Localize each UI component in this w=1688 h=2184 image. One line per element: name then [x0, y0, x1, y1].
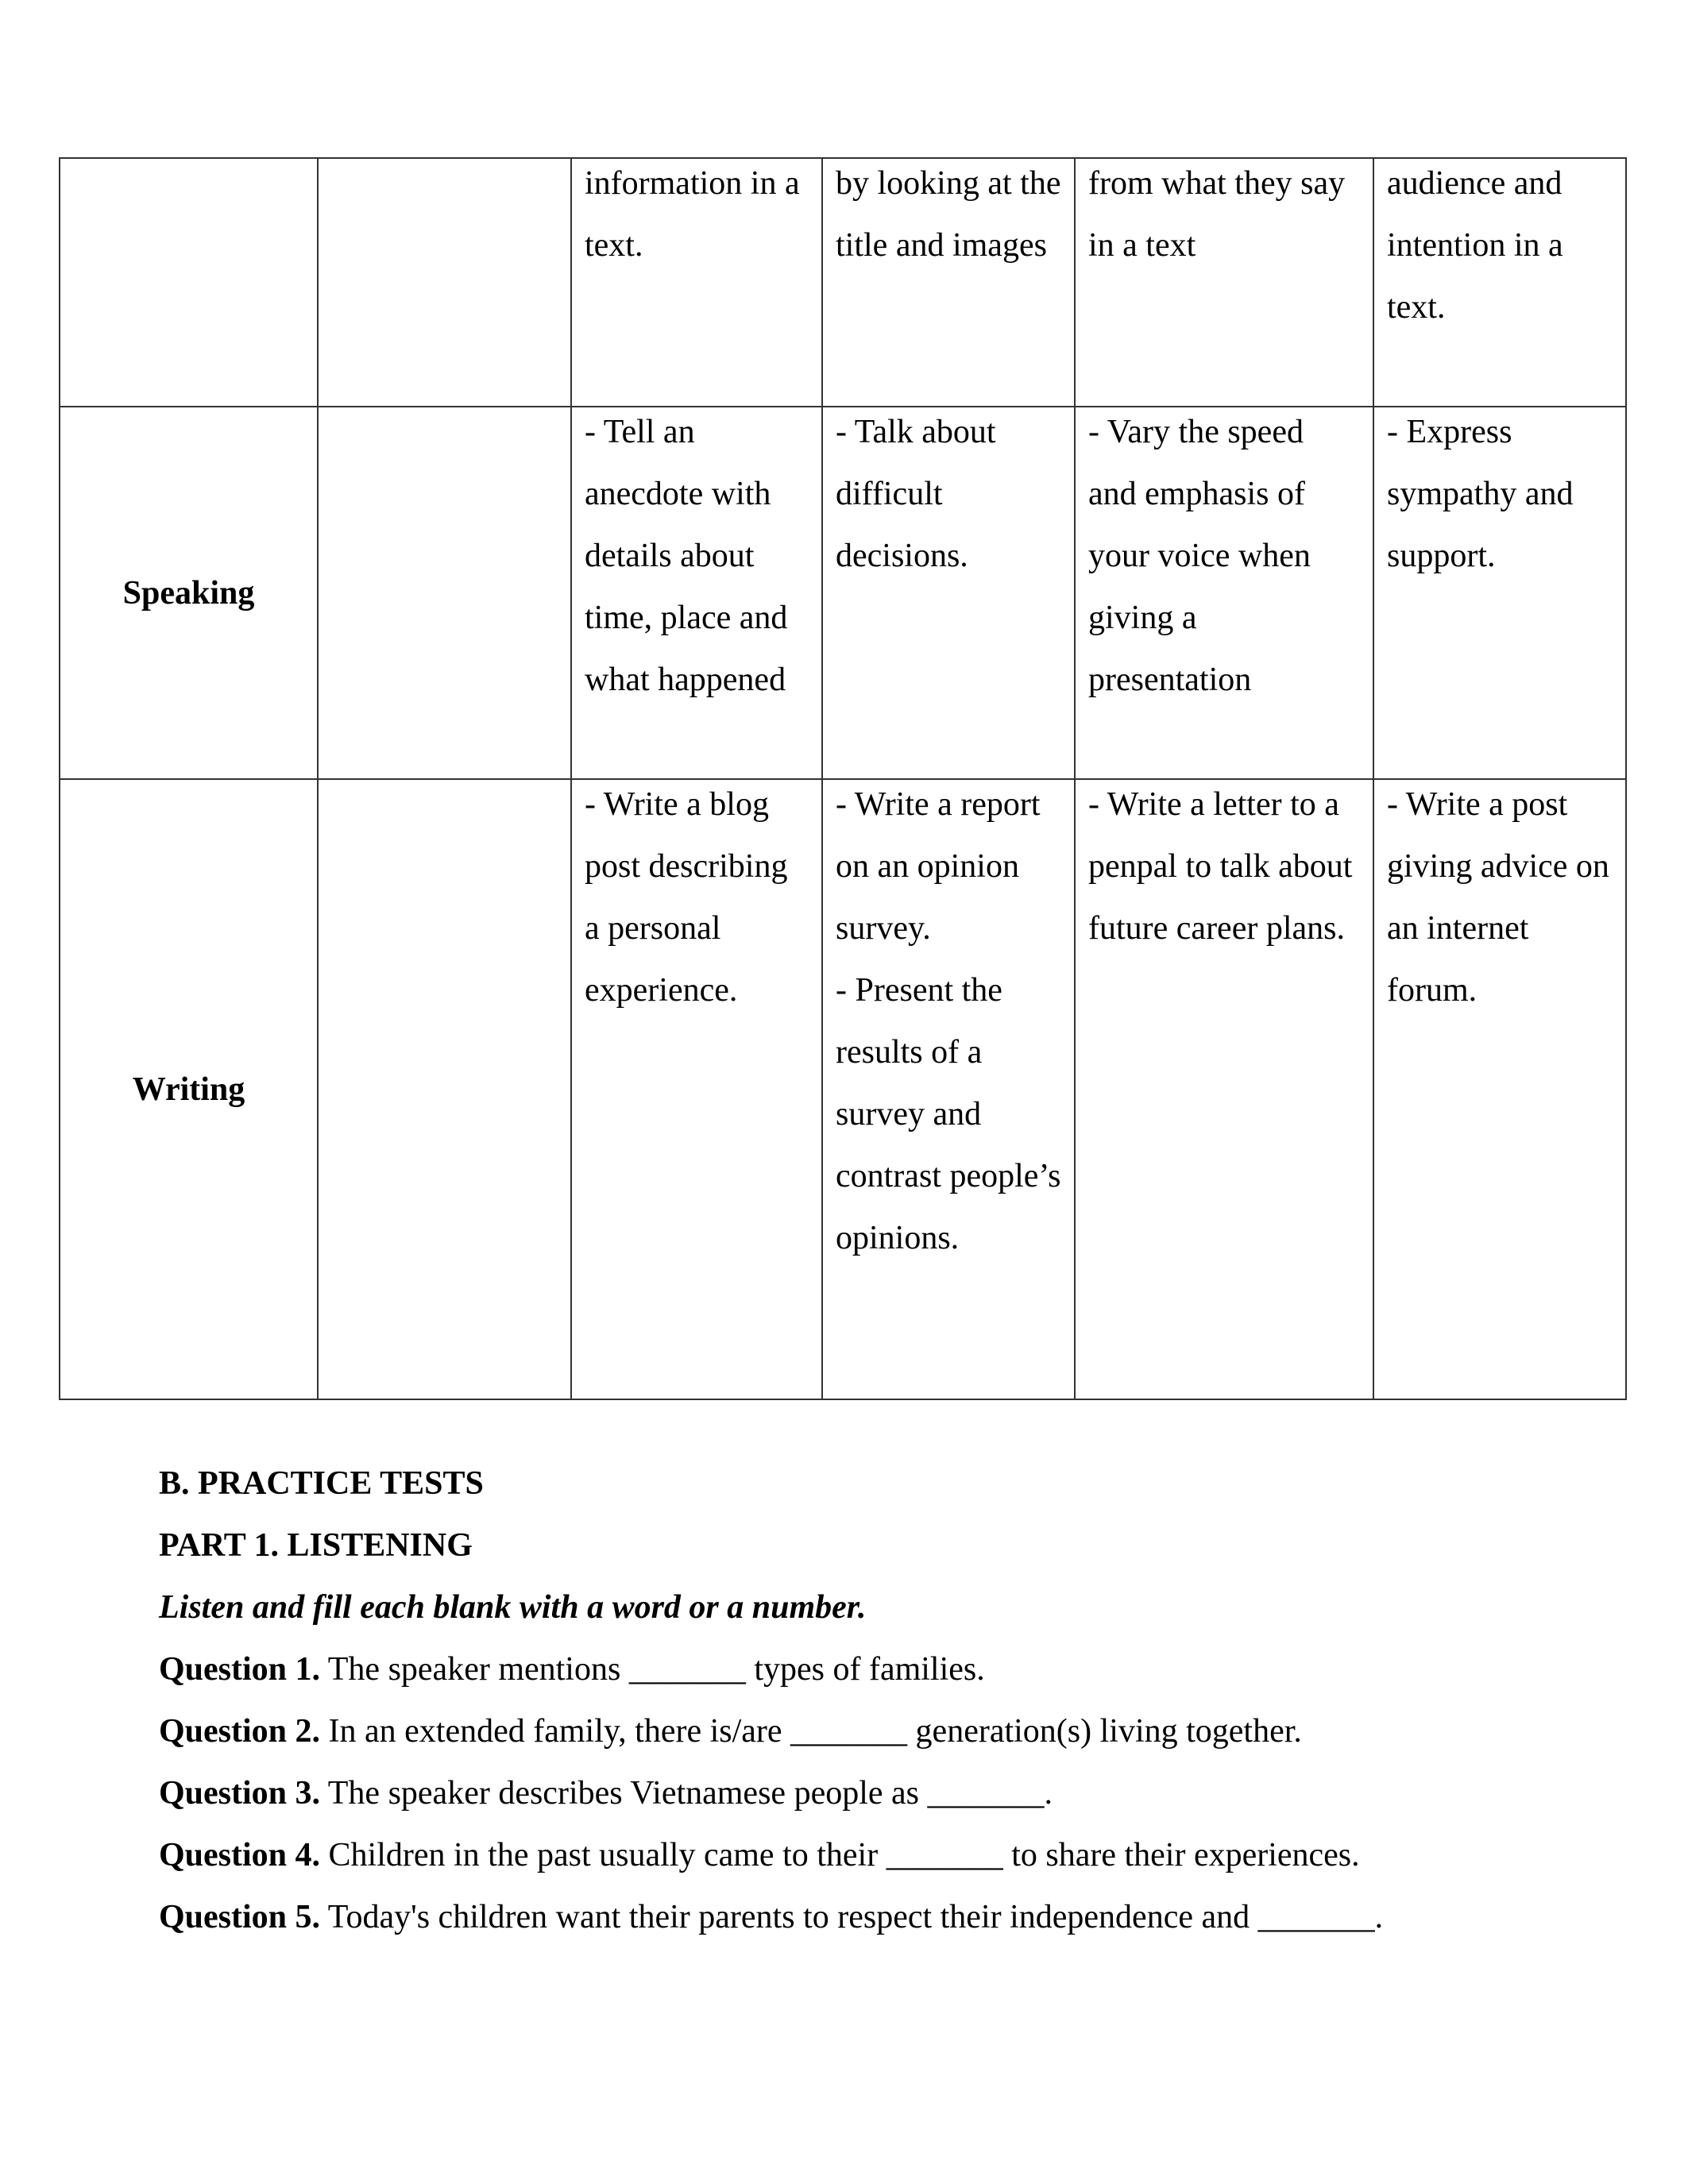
row-label-writing: Writing: [60, 779, 318, 1399]
table-cell: [318, 779, 571, 1399]
table-cell: audience and intention in a text.: [1373, 158, 1626, 407]
table-cell: information in a text.: [571, 158, 822, 407]
question-label: Question 1.: [159, 1651, 321, 1688]
table-cell: - Write a post giving advice on an internet forum.: [1373, 779, 1626, 1399]
question-label: Question 2.: [159, 1713, 321, 1750]
question-text: The speaker mentions _______ types of families.: [320, 1651, 985, 1688]
question-text: The speaker describes Vietnamese people as _______.: [320, 1775, 1053, 1812]
practice-tests-section: [159, 1453, 1383, 1948]
question-label: Question 5.: [159, 1899, 321, 1935]
part-heading: PART 1. LISTENING: [159, 1527, 473, 1564]
question-5: [159, 1886, 1383, 1948]
row-label-speaking: Speaking: [60, 407, 318, 779]
table-cell: [318, 407, 571, 779]
question-label: Question 3.: [159, 1775, 321, 1812]
table-cell: - Write a blog post describing a personal experience.: [571, 779, 822, 1399]
table-cell: [318, 158, 571, 407]
table-cell: - Write a letter to a penpal to talk about future career plans.: [1075, 779, 1373, 1399]
question-text: Children in the past usually came to their _______ to share their experiences.: [320, 1837, 1360, 1873]
question-text: Today's children want their parents to respect their independence and _______.: [320, 1899, 1384, 1935]
question-2: [159, 1700, 1383, 1762]
question-label: Question 4.: [159, 1837, 321, 1873]
table-row: [60, 407, 1626, 779]
section-heading: B. PRACTICE TESTS: [159, 1465, 484, 1502]
table-cell: from what they say in a text: [1075, 158, 1373, 407]
table-cell: - Talk about difficult decisions.: [822, 407, 1075, 779]
table-cell: - Write a report on an opinion survey. - Present the results of a survey and contrast people’s opinions.: [822, 779, 1075, 1399]
table-cell: - Tell an anecdote with details about time, place and what happened: [571, 407, 822, 779]
table-cell: - Vary the speed and emphasis of your voice when giving a presentation: [1075, 407, 1373, 779]
skills-table: [59, 157, 1627, 1400]
row-label: [60, 158, 318, 407]
table-row: [60, 158, 1626, 407]
question-1: [159, 1638, 1383, 1700]
table-cell: by looking at the title and images: [822, 158, 1075, 407]
question-4: [159, 1824, 1383, 1886]
instruction: Listen and fill each blank with a word or a number.: [159, 1589, 867, 1626]
question-3: [159, 1762, 1383, 1824]
table-row: [60, 779, 1626, 1399]
table-cell: - Express sympathy and support.: [1373, 407, 1626, 779]
question-text: In an extended family, there is/are _______ generation(s) living together.: [320, 1713, 1302, 1750]
